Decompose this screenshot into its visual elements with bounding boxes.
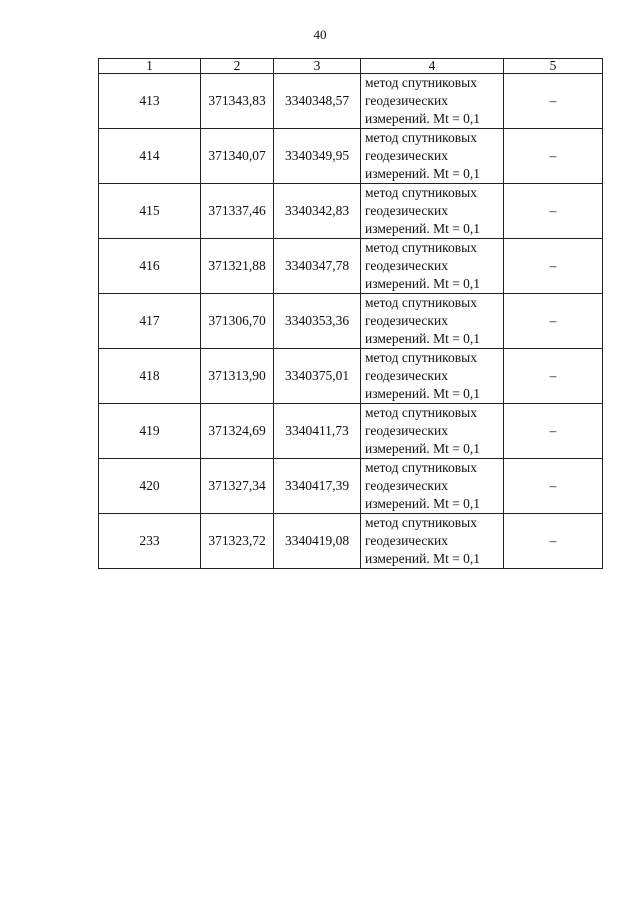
header-row: [99, 59, 603, 74]
method-text-line: измерений. Mt = 0,1: [365, 221, 481, 236]
point-number-cell: 417: [99, 294, 201, 349]
method-cell: [361, 459, 504, 514]
column-header-1: 1: [99, 59, 201, 74]
point-number-cell: 418: [99, 349, 201, 404]
point-number-cell: 413: [99, 74, 201, 129]
method-text-line: измерений. Mt = 0,1: [365, 386, 481, 401]
page-number: 40: [313, 27, 327, 42]
method-text-line: геодезических: [365, 93, 448, 108]
method-cell: [361, 129, 504, 184]
point-number-cell: 414: [99, 129, 201, 184]
x-coordinate-cell: 371323,72: [201, 514, 274, 569]
method-text-line: метод спутниковых: [365, 295, 477, 310]
method-text-line: измерений. Mt = 0,1: [365, 276, 481, 291]
method-text-line: измерений. Mt = 0,1: [365, 551, 481, 566]
y-coordinate-cell: 3340342,83: [274, 184, 361, 239]
method-cell: [361, 349, 504, 404]
method-text-line: метод спутниковых: [365, 185, 477, 200]
note-cell: –: [504, 74, 603, 129]
x-coordinate-cell: 371321,88: [201, 239, 274, 294]
table-row: [99, 404, 603, 459]
method-text-line: геодезических: [365, 203, 448, 218]
y-coordinate-cell: 3340349,95: [274, 129, 361, 184]
note-cell: –: [504, 349, 603, 404]
note-cell: –: [504, 459, 603, 514]
method-cell: [361, 184, 504, 239]
method-text-line: метод спутниковых: [365, 130, 477, 145]
method-text-line: метод спутниковых: [365, 405, 477, 420]
x-coordinate-cell: 371324,69: [201, 404, 274, 459]
table-row: [99, 129, 603, 184]
y-coordinate-cell: 3340348,57: [274, 74, 361, 129]
x-coordinate-cell: 371327,34: [201, 459, 274, 514]
y-coordinate-cell: 3340375,01: [274, 349, 361, 404]
note-cell: –: [504, 239, 603, 294]
note-cell: –: [504, 404, 603, 459]
point-number-cell: 419: [99, 404, 201, 459]
table-row: [99, 349, 603, 404]
table-row: [99, 514, 603, 569]
method-cell: [361, 294, 504, 349]
method-text-line: измерений. Mt = 0,1: [365, 441, 481, 456]
method-text-line: метод спутниковых: [365, 515, 477, 530]
table-row: [99, 239, 603, 294]
y-coordinate-cell: 3340347,78: [274, 239, 361, 294]
method-text-line: геодезических: [365, 533, 448, 548]
x-coordinate-cell: 371306,70: [201, 294, 274, 349]
table-row: [99, 459, 603, 514]
table-row: [99, 74, 603, 129]
y-coordinate-cell: 3340419,08: [274, 514, 361, 569]
x-coordinate-cell: 371340,07: [201, 129, 274, 184]
column-header-3: 3: [274, 59, 361, 74]
y-coordinate-cell: 3340417,39: [274, 459, 361, 514]
method-text-line: метод спутниковых: [365, 460, 477, 475]
column-header-4: 4: [361, 59, 504, 74]
note-cell: –: [504, 514, 603, 569]
x-coordinate-cell: 371337,46: [201, 184, 274, 239]
table-row: [99, 294, 603, 349]
y-coordinate-cell: 3340353,36: [274, 294, 361, 349]
table-body: [99, 74, 603, 569]
y-coordinate-cell: 3340411,73: [274, 404, 361, 459]
column-header-5: 5: [504, 59, 603, 74]
method-text-line: геодезических: [365, 258, 448, 273]
column-header-2: 2: [201, 59, 274, 74]
method-text-line: геодезических: [365, 313, 448, 328]
method-text-line: измерений. Mt = 0,1: [365, 166, 481, 181]
table-row: [99, 184, 603, 239]
note-cell: –: [504, 294, 603, 349]
method-text-line: геодезических: [365, 368, 448, 383]
point-number-cell: 420: [99, 459, 201, 514]
method-text-line: измерений. Mt = 0,1: [365, 331, 481, 346]
method-cell: [361, 74, 504, 129]
method-text-line: метод спутниковых: [365, 75, 477, 90]
method-text-line: геодезических: [365, 478, 448, 493]
point-number-cell: 416: [99, 239, 201, 294]
note-cell: –: [504, 184, 603, 239]
method-text-line: метод спутниковых: [365, 350, 477, 365]
method-cell: [361, 404, 504, 459]
x-coordinate-cell: 371313,90: [201, 349, 274, 404]
method-cell: [361, 239, 504, 294]
coordinates-table: [98, 58, 603, 569]
method-text-line: измерений. Mt = 0,1: [365, 496, 481, 511]
method-text-line: метод спутниковых: [365, 240, 477, 255]
method-text-line: геодезических: [365, 423, 448, 438]
note-cell: –: [504, 129, 603, 184]
point-number-cell: 233: [99, 514, 201, 569]
point-number-cell: 415: [99, 184, 201, 239]
method-cell: [361, 514, 504, 569]
method-text-line: геодезических: [365, 148, 448, 163]
method-text-line: измерений. Mt = 0,1: [365, 111, 481, 126]
x-coordinate-cell: 371343,83: [201, 74, 274, 129]
